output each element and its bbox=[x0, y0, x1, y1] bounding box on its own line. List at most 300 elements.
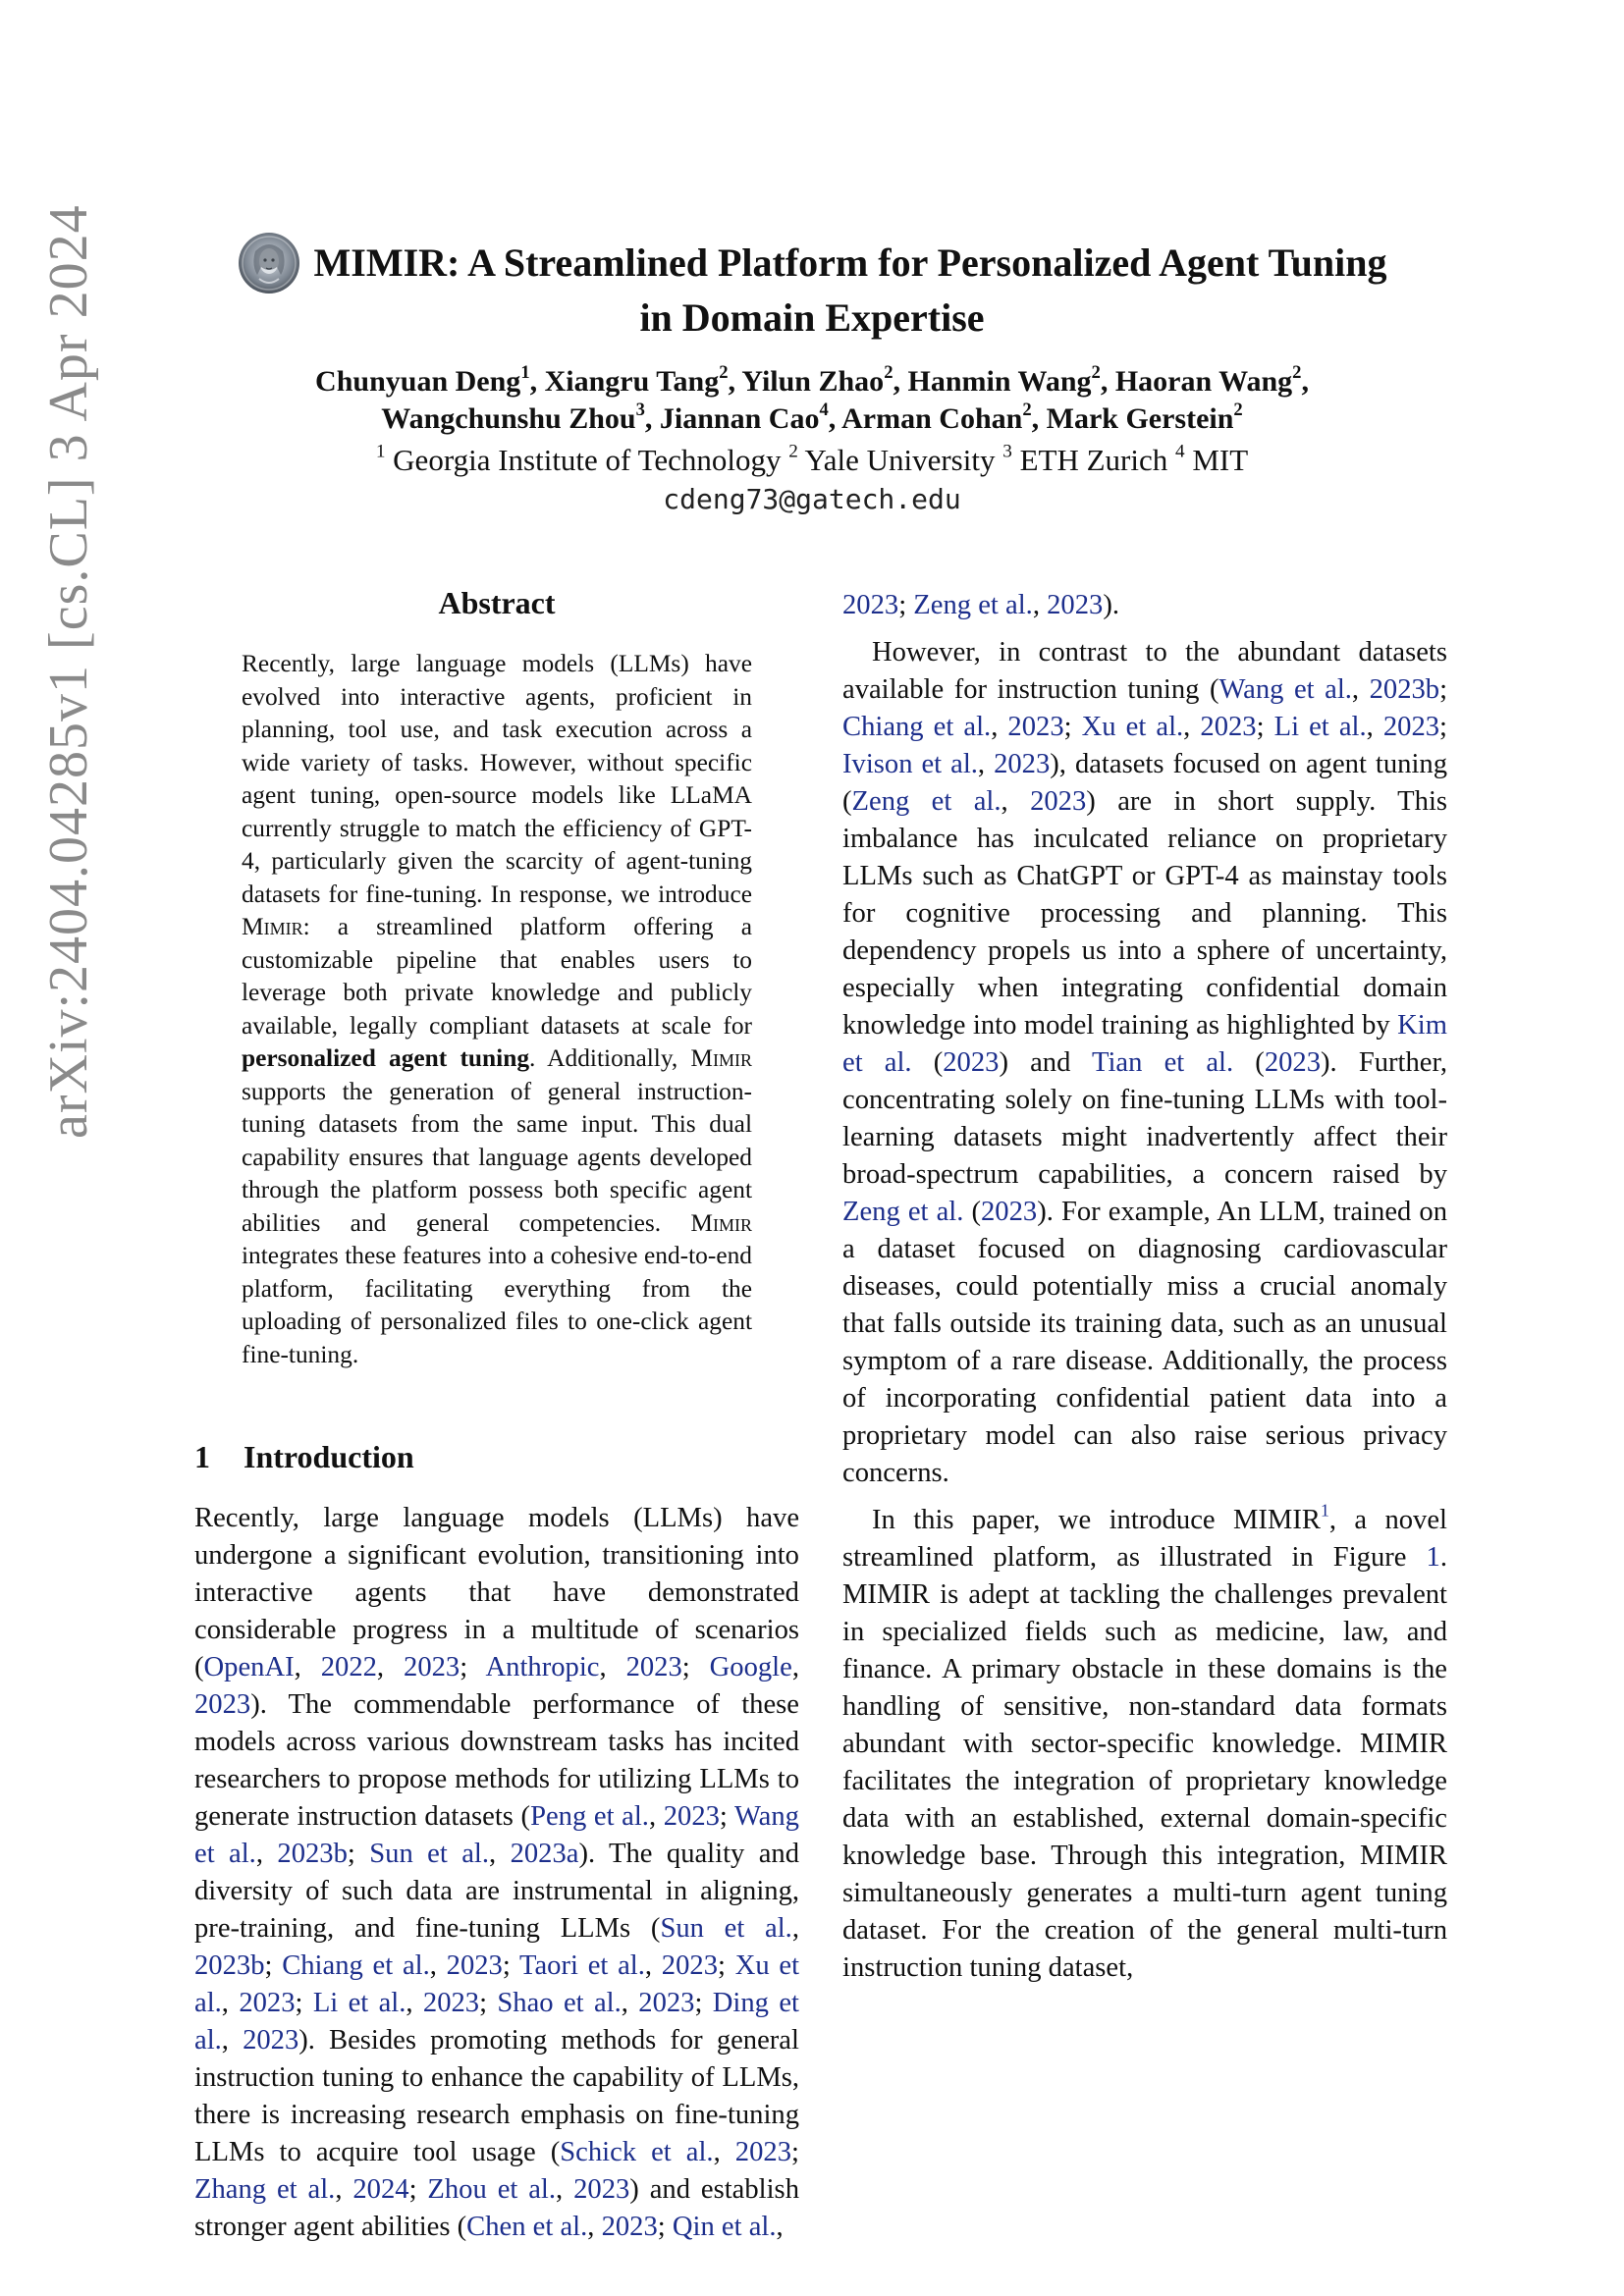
abstract-text-part: : a streamlined platform offering a customizable pipeline that enables users to leverage both private knowledge and publicly available, legally compliant datasets at scale for bbox=[242, 913, 752, 1040]
paragraph-text: to bbox=[328, 1764, 351, 1794]
paragraph-text bbox=[354, 2212, 361, 2242]
paragraph-text bbox=[379, 1503, 403, 1533]
citation-link[interactable]: 2023 bbox=[1007, 712, 1064, 742]
paragraph-text: a bbox=[323, 1540, 337, 1571]
paragraph-text: models bbox=[528, 1503, 610, 1533]
paragraph-text bbox=[394, 2062, 402, 2093]
citation-link[interactable]: Zeng et al. bbox=[842, 1197, 964, 1227]
paragraph-text: ; bbox=[1256, 712, 1274, 742]
paragraph-text: of bbox=[696, 1689, 721, 1720]
paragraph-text: , bbox=[587, 2212, 595, 2242]
citation-link[interactable]: et bbox=[372, 1950, 394, 1981]
footnote-marker[interactable]: 1 bbox=[1320, 1500, 1329, 1521]
citation-link[interactable]: Anthropic bbox=[485, 1652, 600, 1682]
citation-link[interactable] bbox=[363, 1950, 373, 1981]
title-line-2: in Domain Expertise bbox=[639, 295, 985, 340]
citation-link[interactable] bbox=[769, 1988, 779, 2018]
paragraph-text: ). bbox=[298, 2025, 315, 2056]
paragraph-text bbox=[250, 2100, 261, 2130]
citation-link[interactable]: Zhou bbox=[427, 2174, 487, 2205]
citation-link[interactable]: Ding bbox=[712, 1988, 769, 2018]
paragraph-text: , bbox=[644, 1950, 653, 1981]
citation-link[interactable]: Chiang et al. bbox=[842, 712, 992, 742]
paragraph-text: in bbox=[463, 1615, 486, 1645]
paragraph-text: of bbox=[690, 2062, 715, 2093]
citation-link[interactable]: al. bbox=[461, 1839, 489, 1869]
paragraph-text bbox=[591, 1540, 603, 1571]
citation-link[interactable]: Zhang bbox=[194, 2174, 267, 2205]
author-name: Haoran Wang bbox=[1114, 365, 1293, 398]
paragraph-text: , bbox=[791, 1652, 799, 1682]
paragraph-text bbox=[744, 1839, 758, 1869]
paragraph-text: and bbox=[649, 2174, 691, 2205]
paragraph-text bbox=[437, 1950, 447, 1981]
paragraph-text bbox=[690, 1652, 710, 1682]
citation-link[interactable] bbox=[608, 1950, 618, 1981]
citation-link[interactable]: et bbox=[651, 2137, 672, 2167]
paragraph-text bbox=[413, 1988, 423, 2018]
paragraph-text: to bbox=[279, 2137, 301, 2167]
paragraph-text: tool bbox=[413, 2137, 458, 2167]
paragraph-text: have bbox=[553, 1577, 607, 1608]
paragraph-text bbox=[607, 1652, 626, 1682]
paragraph-text bbox=[264, 2137, 279, 2167]
citation-link[interactable]: 2022 bbox=[320, 1652, 377, 1682]
citation-link[interactable]: Peng bbox=[530, 1801, 587, 1832]
paragraph-text: The bbox=[609, 1839, 653, 1869]
paragraph-text bbox=[664, 1727, 675, 1757]
paragraph-text: However, in contrast to the abundant datasets available for instruction tuning ( bbox=[842, 637, 1447, 705]
citation-link[interactable]: et bbox=[427, 1839, 448, 1869]
paragraph-text: ; bbox=[408, 2174, 417, 2205]
citation-link[interactable] bbox=[368, 1988, 378, 2018]
paragraph-text: the bbox=[530, 2062, 566, 2093]
intro-paragraph-3 bbox=[842, 1502, 1447, 1987]
citation-link[interactable]: Zeng et al. bbox=[851, 786, 1001, 817]
citation-link[interactable] bbox=[578, 1950, 588, 1981]
author-name: Chunyuan Deng bbox=[315, 365, 521, 398]
paragraph-text bbox=[423, 2062, 431, 2093]
citation-link[interactable]: Li bbox=[312, 1988, 339, 2018]
citation-link[interactable]: 1 bbox=[1426, 1542, 1440, 1573]
citation-link[interactable] bbox=[744, 1913, 765, 1944]
paragraph-text bbox=[356, 1727, 367, 1757]
paragraph-text: into bbox=[755, 1540, 799, 1571]
citation-link[interactable]: 2023 bbox=[573, 2174, 630, 2205]
affiliations bbox=[196, 442, 1428, 479]
paragraph-text bbox=[639, 1615, 656, 1645]
paragraph-text: ) are in short supply. This imbalance has inculcated reliance on proprietary LLMs such as ChatGPT or GPT-4 as mainstay tools for cognitive processing and planning. This dependency propels us into a sphere of uncertainty, especially when integrating confidential domain knowledge into model training as highlighted by bbox=[842, 786, 1448, 1041]
citation-link[interactable]: Kim et al. bbox=[842, 1010, 1447, 1078]
paragraph-text: instrumental bbox=[512, 1876, 653, 1906]
paragraph-text: ; bbox=[1439, 674, 1448, 705]
citation-link[interactable]: al. bbox=[378, 1988, 406, 2018]
paragraph-text: , bbox=[556, 2174, 564, 2205]
citation-link[interactable]: et bbox=[497, 2174, 518, 2205]
paragraph-text: , bbox=[1001, 786, 1031, 817]
citation-link[interactable]: 2023 bbox=[661, 1950, 718, 1981]
paragraph-text: In this paper, we introduce MIMIR bbox=[872, 1505, 1321, 1535]
citation-link[interactable]: OpenAI bbox=[203, 1652, 295, 1682]
paragraph-text bbox=[514, 1801, 521, 1832]
citation-link[interactable]: al. bbox=[622, 1801, 649, 1832]
paragraph-text bbox=[625, 2100, 636, 2130]
citation-link[interactable]: al. bbox=[402, 1950, 430, 1981]
citation-link[interactable]: al. bbox=[593, 1988, 622, 2018]
citation-link[interactable] bbox=[584, 1988, 594, 2018]
citation-link[interactable]: Sun bbox=[660, 1913, 704, 1944]
paragraph-text: , bbox=[294, 1652, 301, 1682]
citation-link[interactable]: Xu bbox=[734, 1950, 770, 1981]
citation-link[interactable] bbox=[615, 1801, 623, 1832]
citation-link[interactable]: Schick bbox=[560, 2137, 637, 2167]
paragraph-text: ; bbox=[719, 1801, 728, 1832]
citation-link[interactable]: 2023 bbox=[625, 1652, 682, 1682]
citation-link[interactable] bbox=[672, 2137, 686, 2167]
paragraph-text: , bbox=[991, 712, 1008, 742]
paragraph-text: The bbox=[288, 1689, 332, 1720]
paragraph-text bbox=[500, 1876, 513, 1906]
section-title: Introduction bbox=[244, 1439, 414, 1474]
author-name: Arman Cohan bbox=[841, 402, 1023, 435]
citation-link[interactable]: al. bbox=[748, 2212, 777, 2242]
citation-link[interactable]: al. bbox=[194, 2025, 222, 2056]
citation-link[interactable]: 2023b bbox=[1369, 674, 1440, 705]
citation-link[interactable]: Xu et al. bbox=[1081, 712, 1184, 742]
author-name: Jiannan Cao bbox=[659, 402, 820, 435]
paragraph-text: incited bbox=[723, 1727, 800, 1757]
intro-paragraph-1-left bbox=[194, 1500, 799, 2246]
paragraph-text: , bbox=[1183, 712, 1201, 742]
citation-link[interactable]: et bbox=[587, 1950, 609, 1981]
paragraph-text bbox=[610, 1503, 633, 1533]
paragraph-text: and bbox=[353, 1913, 396, 1944]
paragraph-text: pre-training, bbox=[194, 1913, 335, 1944]
citation-link[interactable]: 2023 bbox=[404, 1652, 460, 1682]
paper-title bbox=[196, 232, 1428, 342]
affiliation-marker: 4 bbox=[819, 399, 829, 420]
affiliation-name: MIT bbox=[1192, 443, 1249, 477]
paragraph-text: , bbox=[335, 2174, 343, 2205]
paragraph-text bbox=[678, 1615, 695, 1645]
citation-link[interactable]: et bbox=[532, 2212, 554, 2242]
section-number: 1 bbox=[194, 1439, 210, 1474]
paragraph-text: usage bbox=[471, 2137, 536, 2167]
paragraph-text bbox=[287, 2212, 294, 2242]
citation-link[interactable]: et bbox=[276, 2174, 298, 2205]
paragraph-text bbox=[466, 1540, 478, 1571]
paragraph-text: Recently, bbox=[194, 1503, 299, 1533]
citation-link[interactable]: Shao bbox=[497, 1988, 554, 2018]
paragraph-text bbox=[652, 1950, 662, 1981]
citation-link[interactable]: al. bbox=[765, 1913, 792, 1944]
paragraph-text bbox=[590, 1764, 598, 1794]
paragraph-text bbox=[267, 1689, 289, 1720]
affiliation-marker: 2 bbox=[788, 441, 798, 462]
citation-link[interactable]: 2023 bbox=[194, 1689, 251, 1720]
paragraph-text bbox=[630, 1913, 651, 1944]
intro-paragraph-1-continued bbox=[842, 587, 1447, 624]
paragraph-text bbox=[229, 1988, 239, 2018]
paragraph-text bbox=[496, 1839, 510, 1869]
citation-link[interactable]: 2023 bbox=[239, 1988, 296, 2018]
contact-email[interactable]: cdeng73@gatech.edu bbox=[663, 483, 961, 515]
citation-link[interactable] bbox=[999, 590, 1005, 620]
paragraph-text bbox=[301, 2137, 316, 2167]
citation-link[interactable] bbox=[636, 2137, 651, 2167]
citation-link[interactable]: al. bbox=[560, 2212, 588, 2242]
paragraph-text: , bbox=[713, 2137, 721, 2167]
paragraph-text bbox=[639, 2174, 650, 2205]
citation-link[interactable]: 2023 bbox=[446, 1950, 503, 1981]
paragraph-text bbox=[229, 2025, 243, 2056]
citation-link[interactable] bbox=[586, 1801, 594, 1832]
paragraph-text: have bbox=[746, 1503, 800, 1533]
citation-link[interactable]: al. bbox=[618, 1950, 645, 1981]
affiliation-name: Yale University bbox=[804, 443, 996, 477]
citation-link[interactable]: 2023b bbox=[277, 1839, 348, 1869]
citation-link[interactable]: Sun bbox=[369, 1839, 413, 1869]
affiliation-marker: 3 bbox=[1002, 441, 1012, 462]
paragraph-text: language bbox=[403, 1503, 505, 1533]
paragraph-text: diversity bbox=[194, 1876, 294, 1906]
citation-link[interactable] bbox=[448, 1839, 461, 1869]
citation-link[interactable]: 2023 bbox=[1382, 712, 1440, 742]
citation-link[interactable]: al. bbox=[194, 1988, 222, 2018]
paragraph-text: utilizing bbox=[598, 1764, 692, 1794]
citation-link[interactable]: et bbox=[779, 1950, 800, 1981]
paragraph-text: downstream bbox=[460, 1727, 598, 1757]
paragraph-text bbox=[393, 1876, 406, 1906]
paragraph-text: of bbox=[655, 1615, 678, 1645]
affiliation-marker: 4 bbox=[1174, 441, 1185, 462]
paragraph-text: Besides bbox=[329, 2025, 416, 2056]
paragraph-text bbox=[334, 1913, 354, 1944]
citation-link[interactable]: et bbox=[593, 1801, 615, 1832]
paragraph-text: ; bbox=[717, 1950, 726, 1981]
abstract-emphasis: personalized agent tuning bbox=[242, 1044, 530, 1072]
citation-link[interactable]: Wang bbox=[733, 1801, 799, 1832]
paragraph-text: fine-tuning bbox=[414, 1913, 540, 1944]
paragraph-text: researchers bbox=[194, 1764, 321, 1794]
citation-link[interactable] bbox=[266, 2174, 277, 2205]
paragraph-text bbox=[770, 1764, 778, 1794]
citation-link[interactable]: 2023 bbox=[422, 1988, 480, 2018]
citation-link[interactable] bbox=[742, 2212, 749, 2242]
citation-link[interactable]: 2023 bbox=[943, 1047, 1000, 1078]
paragraph-text: research bbox=[416, 2100, 511, 2130]
citation-link[interactable] bbox=[298, 2174, 308, 2205]
citation-link[interactable]: Google bbox=[709, 1652, 792, 1682]
paragraph-text: ( bbox=[194, 1652, 204, 1682]
citation-link[interactable]: Tian et al. bbox=[1092, 1047, 1234, 1078]
citation-link[interactable]: et bbox=[779, 1988, 799, 2018]
paragraph-text: enhance bbox=[431, 2062, 523, 2093]
paragraph-text: . MIMIR is adept at tackling the challenges prevalent in specialized fields such as medicine, law, and finance. A primary obstacle in these domains is the handling of sensitive, non-standard data formats abundant with sector-specific knowledge. MIMIR facilitates the integration of proprietary knowledge data with an established, external domain-specific knowledge base. Through this integration, MIMIR simultaneously generates a multi-turn agent tuning dataset. For the creation of the general multi-turn instruction tuning dataset, bbox=[842, 1542, 1447, 1983]
paragraph-text: ; bbox=[460, 1652, 468, 1682]
citation-link[interactable]: Taori bbox=[519, 1950, 578, 1981]
author-name: Xiangru Tang bbox=[544, 365, 720, 398]
citation-link[interactable]: Zeng bbox=[913, 590, 972, 620]
citation-link[interactable]: al. bbox=[685, 2137, 714, 2167]
citation-link[interactable]: al. bbox=[528, 2174, 557, 2205]
paragraph-text bbox=[653, 1876, 666, 1906]
paragraph-text bbox=[447, 1764, 455, 1794]
citation-link[interactable]: et bbox=[563, 1988, 584, 2018]
paragraph-text: agent bbox=[293, 2212, 354, 2242]
paragraph-text: promoting bbox=[430, 2025, 548, 2056]
citation-link[interactable]: 2023 bbox=[994, 749, 1051, 779]
affiliation-name: ETH Zurich bbox=[1019, 443, 1168, 477]
citation-link[interactable] bbox=[517, 2174, 528, 2205]
paragraph-text: datasets bbox=[424, 1801, 514, 1832]
citation-link[interactable]: Li et al. bbox=[1273, 712, 1367, 742]
citation-link[interactable]: Chiang bbox=[282, 1950, 363, 1981]
citation-link[interactable] bbox=[338, 1988, 348, 2018]
paragraph-text bbox=[702, 1988, 712, 2018]
paragraph-text bbox=[594, 2212, 601, 2242]
paragraph-text: , bbox=[255, 1839, 263, 1869]
paragraph-text: LLMs bbox=[194, 2137, 265, 2167]
paragraph-text: instruction bbox=[194, 2062, 315, 2093]
paragraph-text: , bbox=[221, 1988, 229, 2018]
paragraph-text: performance bbox=[532, 1689, 676, 1720]
paragraph-text bbox=[606, 1577, 648, 1608]
paragraph-text bbox=[313, 1577, 355, 1608]
citation-link[interactable]: et bbox=[348, 1988, 369, 2018]
paragraph-text: ) bbox=[629, 2174, 639, 2205]
paragraph-text: that bbox=[468, 1577, 512, 1608]
paragraph-text bbox=[728, 1801, 734, 1832]
citation-link[interactable]: 2023 bbox=[638, 1988, 695, 2018]
paragraph-text: ; bbox=[264, 1950, 273, 1981]
paragraph-text: , bbox=[599, 1652, 607, 1682]
citation-link[interactable]: 2023 bbox=[1047, 590, 1104, 620]
citation-link[interactable] bbox=[393, 1950, 403, 1981]
system-name: Mimir bbox=[690, 1208, 752, 1237]
citation-link[interactable]: et bbox=[194, 1839, 215, 1869]
paragraph-text: ), datasets focused on agent tuning ( bbox=[842, 749, 1447, 817]
citation-link[interactable]: 2023b bbox=[194, 1950, 265, 1981]
paragraph-text bbox=[628, 1988, 638, 2018]
paragraph-text: tuning bbox=[322, 2062, 395, 2093]
paragraph-text: for bbox=[557, 1764, 591, 1794]
paragraph-text: of bbox=[305, 1876, 329, 1906]
citation-link[interactable] bbox=[487, 2174, 498, 2205]
citation-link[interactable]: al. bbox=[307, 2174, 336, 2205]
citation-link[interactable]: 2023 bbox=[1264, 1047, 1321, 1078]
paragraph-text bbox=[301, 1652, 321, 1682]
paragraph-text: ( bbox=[457, 2212, 467, 2242]
citation-link[interactable]: 2023 bbox=[1200, 712, 1257, 742]
citation-link[interactable]: et bbox=[721, 2212, 742, 2242]
citation-link[interactable]: Chen bbox=[466, 2212, 526, 2242]
affiliation-marker: 2 bbox=[1022, 399, 1032, 420]
author-list: Chunyuan Deng$^1$, Xiangru Tang$^2$, Yilun Zhao$^2$, Hanmin Wang$^2$, Haoran Wang$^2$, Wangchunshu Zhou$^3$, Jiannan Cao$^4$, Arman Cohan$^2$, Mark Gerstein$^2$ bbox=[315, 361, 1309, 435]
paragraph-text bbox=[417, 2174, 428, 2205]
citation-link[interactable]: Qin bbox=[672, 2212, 715, 2242]
paragraph-text: agents bbox=[354, 1577, 427, 1608]
citation-link[interactable] bbox=[554, 1988, 564, 2018]
paragraph-text: a bbox=[502, 1615, 515, 1645]
citation-link[interactable]: 2023 bbox=[734, 2137, 791, 2167]
paragraph-text: large bbox=[323, 1503, 379, 1533]
paragraph-text: ; bbox=[681, 1652, 690, 1682]
paragraph-text: has bbox=[675, 1727, 713, 1757]
paragraph-text: tasks bbox=[608, 1727, 665, 1757]
paragraph-text: LLMs, bbox=[722, 2062, 800, 2093]
citation-link[interactable]: 2023 bbox=[663, 1801, 720, 1832]
paragraph-text: ) and bbox=[999, 1047, 1093, 1078]
mimir-logo-icon bbox=[238, 232, 300, 294]
citation-link[interactable]: 2023 bbox=[1030, 786, 1087, 817]
paragraph-text: transitioning bbox=[602, 1540, 744, 1571]
citation-link[interactable]: al. bbox=[229, 1839, 256, 1869]
citation-link[interactable]: 2023 bbox=[842, 590, 899, 620]
paragraph-text bbox=[448, 1615, 464, 1645]
paragraph-text bbox=[664, 2100, 675, 2130]
citation-link[interactable] bbox=[715, 2212, 722, 2242]
paragraph-text bbox=[315, 2025, 329, 2056]
paragraph-text: for bbox=[670, 2025, 703, 2056]
citation-link[interactable]: 2023 bbox=[243, 2025, 299, 2056]
paragraph-text: , bbox=[489, 1839, 497, 1869]
paragraph-text: these bbox=[741, 1689, 799, 1720]
paragraph-text: demonstrated bbox=[647, 1577, 799, 1608]
paragraph-text bbox=[675, 1689, 696, 1720]
citation-link[interactable]: al. bbox=[1005, 590, 1033, 620]
citation-link[interactable]: et bbox=[724, 1913, 745, 1944]
citation-link[interactable]: 2023 bbox=[601, 2212, 658, 2242]
author-name: Yilun Zhao bbox=[741, 365, 885, 398]
paragraph-text bbox=[487, 1988, 497, 2018]
citation-link[interactable] bbox=[413, 1839, 427, 1869]
paragraph-text: ; bbox=[502, 1950, 511, 1981]
paragraph-text bbox=[351, 1764, 358, 1794]
citation-link[interactable]: 2024 bbox=[352, 2174, 409, 2205]
citation-link[interactable] bbox=[215, 1839, 229, 1869]
paragraph-text: in bbox=[665, 1876, 688, 1906]
paragraph-text bbox=[563, 2174, 573, 2205]
paragraph-text: ( bbox=[520, 1801, 531, 1832]
affiliation-name: Georgia Institute of Technology bbox=[393, 443, 782, 477]
paragraph-text: increasing bbox=[290, 2100, 406, 2130]
paragraph-text: data bbox=[406, 1876, 453, 1906]
paragraph-text: , bbox=[1032, 590, 1040, 620]
paragraph-text: emphasis bbox=[520, 2100, 625, 2130]
paragraph-text: evolution, bbox=[477, 1540, 591, 1571]
paragraph-text: ( bbox=[911, 1047, 944, 1078]
citation-link[interactable] bbox=[704, 1913, 725, 1944]
citation-link[interactable]: Ivison et al. bbox=[842, 749, 978, 779]
paragraph-text: to bbox=[401, 2062, 424, 2093]
citation-link[interactable] bbox=[526, 2212, 533, 2242]
paragraph-text: ; bbox=[347, 1839, 355, 1869]
paragraph-text: scenarios bbox=[694, 1615, 800, 1645]
paragraph-text bbox=[355, 1839, 369, 1869]
citation-link[interactable]: 2023 bbox=[981, 1197, 1038, 1227]
citation-link[interactable]: Wang et al. bbox=[1218, 674, 1352, 705]
paragraph-text: methods bbox=[455, 1764, 550, 1794]
citation-link[interactable]: 2023a bbox=[510, 1839, 579, 1869]
paragraph-text bbox=[332, 1689, 353, 1720]
paragraph-text bbox=[458, 2137, 472, 2167]
citation-link[interactable] bbox=[770, 1950, 780, 1981]
citation-link[interactable]: et bbox=[978, 590, 999, 620]
paragraph-text: generate bbox=[194, 1801, 290, 1832]
paragraph-text: multitude bbox=[530, 1615, 639, 1645]
paragraph-text bbox=[302, 1988, 312, 2018]
